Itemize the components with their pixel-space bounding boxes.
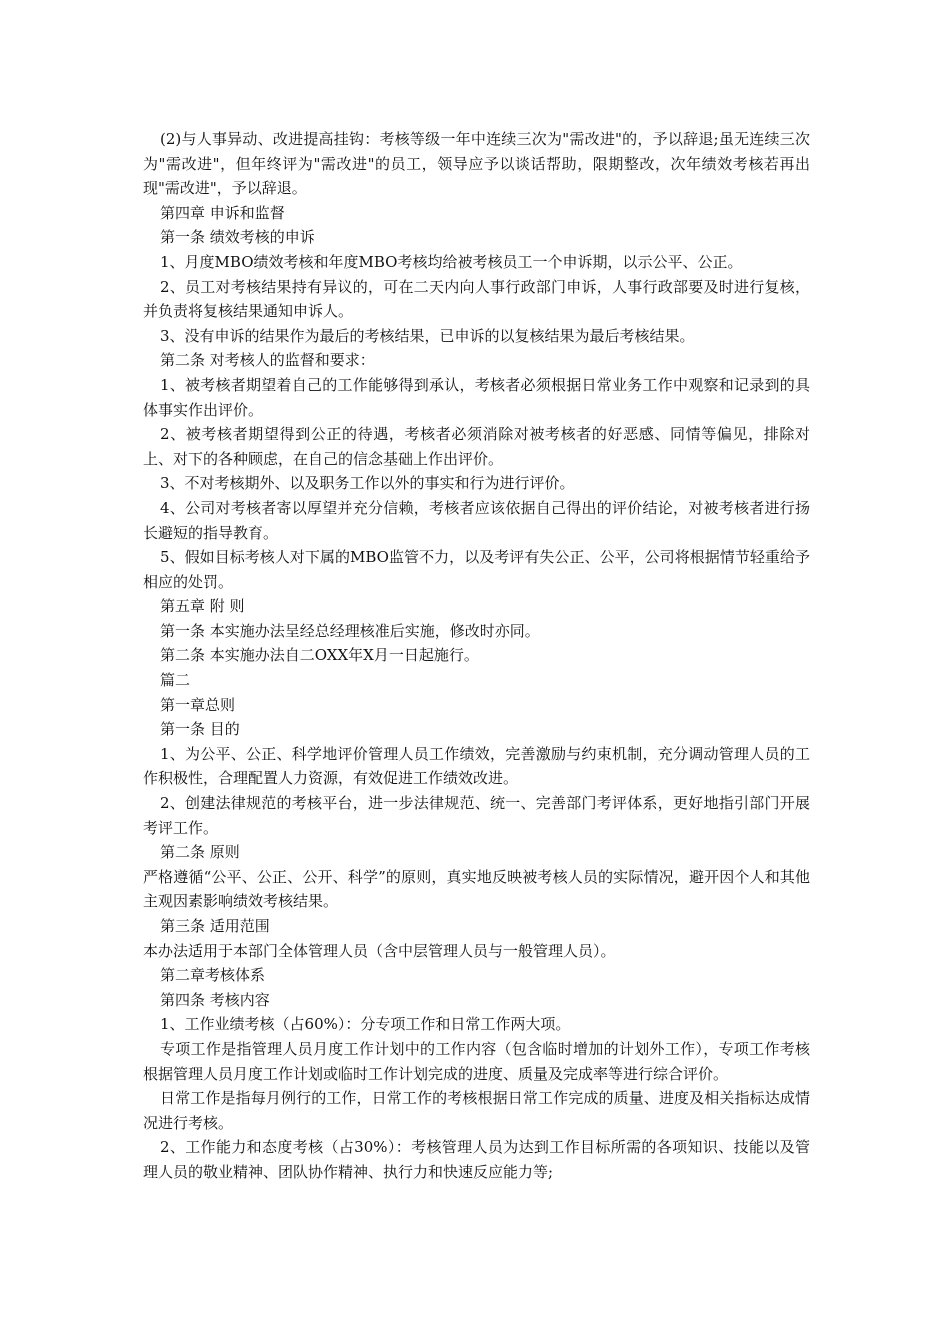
article-heading: 第四条 考核内容 (160, 990, 270, 1009)
article-heading: 第二条 原则 (160, 843, 240, 862)
paragraph: 2、员工对考核结果持有异议的，可在二天内向人事行政部门申诉，人事行政部要及时进行复核，并负责将复核结果通知申诉人。 (143, 277, 810, 321)
paragraph: 本办法适用于本部门全体管理人员（含中层管理人员与一般管理人员）。 (143, 941, 616, 960)
paragraph: 1、月度MBO绩效考核和年度MBO考核均给被考核员工一个申诉期，以示公平、公正。 (160, 252, 743, 271)
chapter-heading: 第四章 申诉和监督 (160, 203, 285, 222)
article-heading: 第二条 对考核人的监督和要求： (160, 351, 375, 370)
paragraph: 1、工作业绩考核（占60%）：分专项工作和日常工作两大项。 (160, 1015, 571, 1034)
chapter-heading: 第五章 附 则 (160, 597, 245, 616)
paragraph: 3、不对考核期外、以及职务工作以外的事实和行为进行评价。 (160, 474, 575, 493)
paragraph: 严格遵循“公平、公正、公开、科学”的原则，真实地反映被考核人员的实际情况，避开因个人和其他主观因素影响绩效考核结果。 (143, 867, 810, 911)
paragraph: 1、被考核者期望着自己的工作能够得到承认，考核者必须根据日常业务工作中观察和记录到的具体事实作出评价。 (143, 375, 810, 419)
paragraph: (2)与人事异动、改进提高挂钩：考核等级一年中连续三次为"需改进"的，予以辞退;虽无连续三次为"需改进"，但年终评为"需改进"的员工，领导应予以谈话帮助，限期整改，次年绩效考核若再出现"需改进"，予以辞退。 (143, 130, 810, 198)
paragraph: 2、工作能力和态度考核（占30%）：考核管理人员为达到工作目标所需的各项知识、技能以及管理人员的敬业精神、团队协作精神、执行力和快速反应能力等; (143, 1138, 810, 1181)
article-heading: 第一条 目的 (160, 720, 240, 739)
document-body (143, 127, 810, 1185)
article-heading: 第二条 本实施办法自二OXX年X月一日起施行。 (160, 646, 479, 665)
section-heading: 篇二 (160, 671, 191, 690)
article-heading: 第一条 绩效考核的申诉 (160, 228, 315, 247)
paragraph: 专项工作是指管理人员月度工作计划中的工作内容（包含临时增加的计划外工作），专项工作考核根据管理人员月度工作计划或临时工作计划完成的进度、质量及完成率等进行综合评价。 (143, 1039, 810, 1083)
paragraph: 2、创建法律规范的考核平台，进一步法律规范、统一、完善部门考评体系，更好地指引部门开展考评工作。 (143, 794, 810, 837)
chapter-heading: 第一章总则 (160, 695, 236, 714)
chapter-heading: 第二章考核体系 (160, 966, 266, 985)
paragraph: 3、没有申诉的结果作为最后的考核结果，已申诉的以复核结果为最后考核结果。 (160, 326, 695, 345)
paragraph: 4、公司对考核者寄以厚望并充分信赖，考核者应该依据自己得出的评价结论，对被考核者进行扬长避短的指导教育。 (143, 498, 810, 542)
article-heading: 第一条 本实施办法呈经总经理核准后实施，修改时亦同。 (160, 621, 540, 640)
article-heading: 第三条 适用范围 (160, 917, 270, 935)
paragraph: 日常工作是指每月例行的工作，日常工作的考核根据日常工作完成的质量、进度及相关指标达成情况进行考核。 (143, 1089, 810, 1132)
paragraph: 5、假如目标考核人对下属的MBO监管不力，以及考评有失公正、公平，公司将根据情节轻重给予相应的处罚。 (143, 548, 810, 591)
paragraph: 2、被考核者期望得到公正的待遇，考核者必须消除对被考核者的好恶感、同情等偏见，排除对上、对下的各种顾虑，在自己的信念基础上作出评价。 (143, 425, 810, 468)
paragraph: 1、为公平、公正、科学地评价管理人员工作绩效，完善激励与约束机制，充分调动管理人员的工作积极性，合理配置人力资源，有效促进工作绩效改进。 (143, 744, 810, 788)
